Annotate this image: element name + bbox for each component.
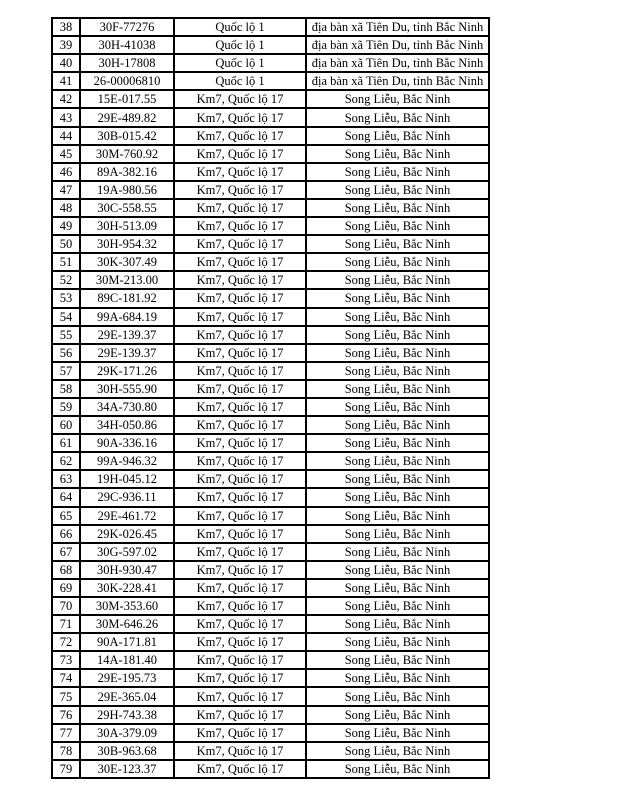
license-plate-cell: 30H-954.32 [80,235,174,253]
location-cell: Song Liễu, Bắc Ninh [306,561,489,579]
license-plate-cell: 30H-555.90 [80,380,174,398]
route-cell: Km7, Quốc lộ 17 [174,380,306,398]
location-cell: Song Liễu, Bắc Ninh [306,217,489,235]
row-number-cell: 57 [52,362,80,380]
table-row [52,669,489,687]
table-row [52,579,489,597]
row-number-cell: 66 [52,525,80,543]
license-plate-cell: 29E-461.72 [80,507,174,525]
route-cell: Km7, Quốc lộ 17 [174,488,306,506]
row-number-cell: 47 [52,181,80,199]
table-row [52,181,489,199]
table-row [52,615,489,633]
license-plate-cell: 30K-307.49 [80,253,174,271]
route-cell: Km7, Quốc lộ 17 [174,579,306,597]
route-cell: Quốc lộ 1 [174,18,306,36]
table-row [52,199,489,217]
row-number-cell: 72 [52,633,80,651]
location-cell: Song Liễu, Bắc Ninh [306,434,489,452]
license-plate-cell: 30K-228.41 [80,579,174,597]
row-number-cell: 55 [52,326,80,344]
table-row [52,488,489,506]
table-row [52,217,489,235]
license-plate-cell: 30H-930.47 [80,561,174,579]
table-row [52,470,489,488]
license-plate-cell: 29E-195.73 [80,669,174,687]
location-cell: Song Liễu, Bắc Ninh [306,145,489,163]
route-cell: Km7, Quốc lộ 17 [174,344,306,362]
license-plate-cell: 99A-946.32 [80,452,174,470]
location-cell: Song Liễu, Bắc Ninh [306,687,489,705]
license-plate-cell: 29E-139.37 [80,344,174,362]
license-plate-cell: 29E-365.04 [80,687,174,705]
table-body [52,18,489,778]
license-plate-cell: 30H-17808 [80,54,174,72]
row-number-cell: 53 [52,289,80,307]
license-plate-cell: 30B-963.68 [80,742,174,760]
table-row [52,90,489,108]
location-cell: Song Liễu, Bắc Ninh [306,579,489,597]
license-plate-cell: 29H-743.38 [80,706,174,724]
row-number-cell: 58 [52,380,80,398]
license-plate-cell: 30M-353.60 [80,597,174,615]
license-plate-cell: 26-00006810 [80,72,174,90]
license-plate-cell: 19H-045.12 [80,470,174,488]
location-cell: Song Liễu, Bắc Ninh [306,651,489,669]
row-number-cell: 46 [52,163,80,181]
table-row [52,326,489,344]
route-cell: Km7, Quốc lộ 17 [174,651,306,669]
location-cell: Song Liễu, Bắc Ninh [306,271,489,289]
route-cell: Quốc lộ 1 [174,36,306,54]
route-cell: Km7, Quốc lộ 17 [174,633,306,651]
license-plate-cell: 29K-171.26 [80,362,174,380]
row-number-cell: 64 [52,488,80,506]
location-cell: Song Liễu, Bắc Ninh [306,181,489,199]
license-plate-cell: 29E-139.37 [80,326,174,344]
location-cell: Song Liễu, Bắc Ninh [306,416,489,434]
row-number-cell: 38 [52,18,80,36]
location-cell: Song Liễu, Bắc Ninh [306,289,489,307]
table-row [52,36,489,54]
location-cell: Song Liễu, Bắc Ninh [306,724,489,742]
license-plate-cell: 30M-760.92 [80,145,174,163]
location-cell: Song Liễu, Bắc Ninh [306,669,489,687]
license-plate-cell: 30H-513.09 [80,217,174,235]
row-number-cell: 59 [52,398,80,416]
table-row [52,308,489,326]
row-number-cell: 45 [52,145,80,163]
table-row [52,380,489,398]
table-row [52,706,489,724]
license-plate-cell: 29K-026.45 [80,525,174,543]
location-cell: Song Liễu, Bắc Ninh [306,525,489,543]
license-plate-cell: 14A-181.40 [80,651,174,669]
row-number-cell: 56 [52,344,80,362]
row-number-cell: 65 [52,507,80,525]
route-cell: Km7, Quốc lộ 17 [174,724,306,742]
location-cell: Song Liễu, Bắc Ninh [306,362,489,380]
table-row [52,525,489,543]
route-cell: Km7, Quốc lộ 17 [174,543,306,561]
location-cell: địa bàn xã Tiên Du, tỉnh Bắc Ninh [306,54,489,72]
location-cell: Song Liễu, Bắc Ninh [306,597,489,615]
table-row [52,127,489,145]
row-number-cell: 48 [52,199,80,217]
license-plate-cell: 30F-77276 [80,18,174,36]
row-number-cell: 75 [52,687,80,705]
table-row [52,633,489,651]
location-cell: Song Liễu, Bắc Ninh [306,253,489,271]
route-cell: Km7, Quốc lộ 17 [174,706,306,724]
row-number-cell: 49 [52,217,80,235]
license-plate-cell: 19A-980.56 [80,181,174,199]
table-row [52,597,489,615]
row-number-cell: 63 [52,470,80,488]
table-row [52,651,489,669]
route-cell: Km7, Quốc lộ 17 [174,127,306,145]
license-plate-cell: 90A-171.81 [80,633,174,651]
route-cell: Km7, Quốc lộ 17 [174,507,306,525]
row-number-cell: 68 [52,561,80,579]
row-number-cell: 67 [52,543,80,561]
row-number-cell: 44 [52,127,80,145]
row-number-cell: 62 [52,452,80,470]
row-number-cell: 51 [52,253,80,271]
route-cell: Km7, Quốc lộ 17 [174,742,306,760]
license-plate-cell: 29C-936.11 [80,488,174,506]
route-cell: Km7, Quốc lộ 17 [174,452,306,470]
row-number-cell: 39 [52,36,80,54]
route-cell: Km7, Quốc lộ 17 [174,687,306,705]
route-cell: Km7, Quốc lộ 17 [174,108,306,126]
route-cell: Km7, Quốc lộ 17 [174,90,306,108]
row-number-cell: 42 [52,90,80,108]
license-plate-cell: 30M-213.00 [80,271,174,289]
route-cell: Km7, Quốc lộ 17 [174,163,306,181]
table-row [52,416,489,434]
table-row [52,362,489,380]
location-cell: Song Liễu, Bắc Ninh [306,235,489,253]
table-row [52,145,489,163]
table-row [52,72,489,90]
location-cell: Song Liễu, Bắc Ninh [306,488,489,506]
row-number-cell: 61 [52,434,80,452]
license-plate-cell: 30H-41038 [80,36,174,54]
location-cell: Song Liễu, Bắc Ninh [306,380,489,398]
row-number-cell: 41 [52,72,80,90]
table-row [52,54,489,72]
route-cell: Km7, Quốc lộ 17 [174,615,306,633]
row-number-cell: 78 [52,742,80,760]
table-row [52,344,489,362]
location-cell: Song Liễu, Bắc Ninh [306,633,489,651]
table-row [52,760,489,778]
row-number-cell: 52 [52,271,80,289]
row-number-cell: 60 [52,416,80,434]
license-plate-cell: 89A-382.16 [80,163,174,181]
table-row [52,507,489,525]
license-plate-cell: 89C-181.92 [80,289,174,307]
location-cell: Song Liễu, Bắc Ninh [306,706,489,724]
location-cell: Song Liễu, Bắc Ninh [306,326,489,344]
table-row [52,452,489,470]
location-cell: Song Liễu, Bắc Ninh [306,344,489,362]
location-cell: Song Liễu, Bắc Ninh [306,108,489,126]
row-number-cell: 69 [52,579,80,597]
route-cell: Km7, Quốc lộ 17 [174,271,306,289]
route-cell: Km7, Quốc lộ 17 [174,760,306,778]
license-plate-cell: 30B-015.42 [80,127,174,145]
route-cell: Km7, Quốc lộ 17 [174,398,306,416]
license-plate-cell: 30E-123.37 [80,760,174,778]
route-cell: Km7, Quốc lộ 17 [174,669,306,687]
table-row [52,289,489,307]
route-cell: Km7, Quốc lộ 17 [174,235,306,253]
location-cell: Song Liễu, Bắc Ninh [306,452,489,470]
license-plate-cell: 99A-684.19 [80,308,174,326]
route-cell: Quốc lộ 1 [174,72,306,90]
table-row [52,235,489,253]
route-cell: Km7, Quốc lộ 17 [174,597,306,615]
location-cell: địa bàn xã Tiên Du, tỉnh Bắc Ninh [306,18,489,36]
row-number-cell: 40 [52,54,80,72]
table-row [52,561,489,579]
location-cell: Song Liễu, Bắc Ninh [306,742,489,760]
table-row [52,163,489,181]
table-row [52,434,489,452]
route-cell: Km7, Quốc lộ 17 [174,289,306,307]
route-cell: Km7, Quốc lộ 17 [174,145,306,163]
row-number-cell: 71 [52,615,80,633]
route-cell: Km7, Quốc lộ 17 [174,181,306,199]
location-cell: Song Liễu, Bắc Ninh [306,127,489,145]
license-plate-cell: 30C-558.55 [80,199,174,217]
route-cell: Km7, Quốc lộ 17 [174,253,306,271]
table-row [52,724,489,742]
location-cell: địa bàn xã Tiên Du, tỉnh Bắc Ninh [306,36,489,54]
license-plate-cell: 29E-489.82 [80,108,174,126]
row-number-cell: 50 [52,235,80,253]
row-number-cell: 54 [52,308,80,326]
location-cell: Song Liễu, Bắc Ninh [306,470,489,488]
row-number-cell: 70 [52,597,80,615]
route-cell: Quốc lộ 1 [174,54,306,72]
license-plate-table [51,17,490,779]
route-cell: Km7, Quốc lộ 17 [174,561,306,579]
table-row [52,271,489,289]
location-cell: Song Liễu, Bắc Ninh [306,163,489,181]
license-plate-cell: 30G-597.02 [80,543,174,561]
route-cell: Km7, Quốc lộ 17 [174,525,306,543]
table-row [52,742,489,760]
location-cell: Song Liễu, Bắc Ninh [306,615,489,633]
row-number-cell: 79 [52,760,80,778]
table-row [52,543,489,561]
license-plate-cell: 90A-336.16 [80,434,174,452]
route-cell: Km7, Quốc lộ 17 [174,326,306,344]
route-cell: Km7, Quốc lộ 17 [174,308,306,326]
table-row [52,18,489,36]
table-row [52,108,489,126]
license-plate-cell: 34H-050.86 [80,416,174,434]
table-row [52,687,489,705]
location-cell: Song Liễu, Bắc Ninh [306,90,489,108]
location-cell: Song Liễu, Bắc Ninh [306,199,489,217]
location-cell: Song Liễu, Bắc Ninh [306,507,489,525]
route-cell: Km7, Quốc lộ 17 [174,362,306,380]
location-cell: Song Liễu, Bắc Ninh [306,308,489,326]
location-cell: địa bàn xã Tiên Du, tỉnh Bắc Ninh [306,72,489,90]
route-cell: Km7, Quốc lộ 17 [174,434,306,452]
row-number-cell: 43 [52,108,80,126]
route-cell: Km7, Quốc lộ 17 [174,217,306,235]
route-cell: Km7, Quốc lộ 17 [174,470,306,488]
license-plate-cell: 30A-379.09 [80,724,174,742]
route-cell: Km7, Quốc lộ 17 [174,416,306,434]
location-cell: Song Liễu, Bắc Ninh [306,760,489,778]
location-cell: Song Liễu, Bắc Ninh [306,543,489,561]
location-cell: Song Liễu, Bắc Ninh [306,398,489,416]
route-cell: Km7, Quốc lộ 17 [174,199,306,217]
table-row [52,398,489,416]
row-number-cell: 76 [52,706,80,724]
license-plate-cell: 34A-730.80 [80,398,174,416]
row-number-cell: 73 [52,651,80,669]
row-number-cell: 77 [52,724,80,742]
table-row [52,253,489,271]
license-plate-cell: 15E-017.55 [80,90,174,108]
license-plate-cell: 30M-646.26 [80,615,174,633]
row-number-cell: 74 [52,669,80,687]
